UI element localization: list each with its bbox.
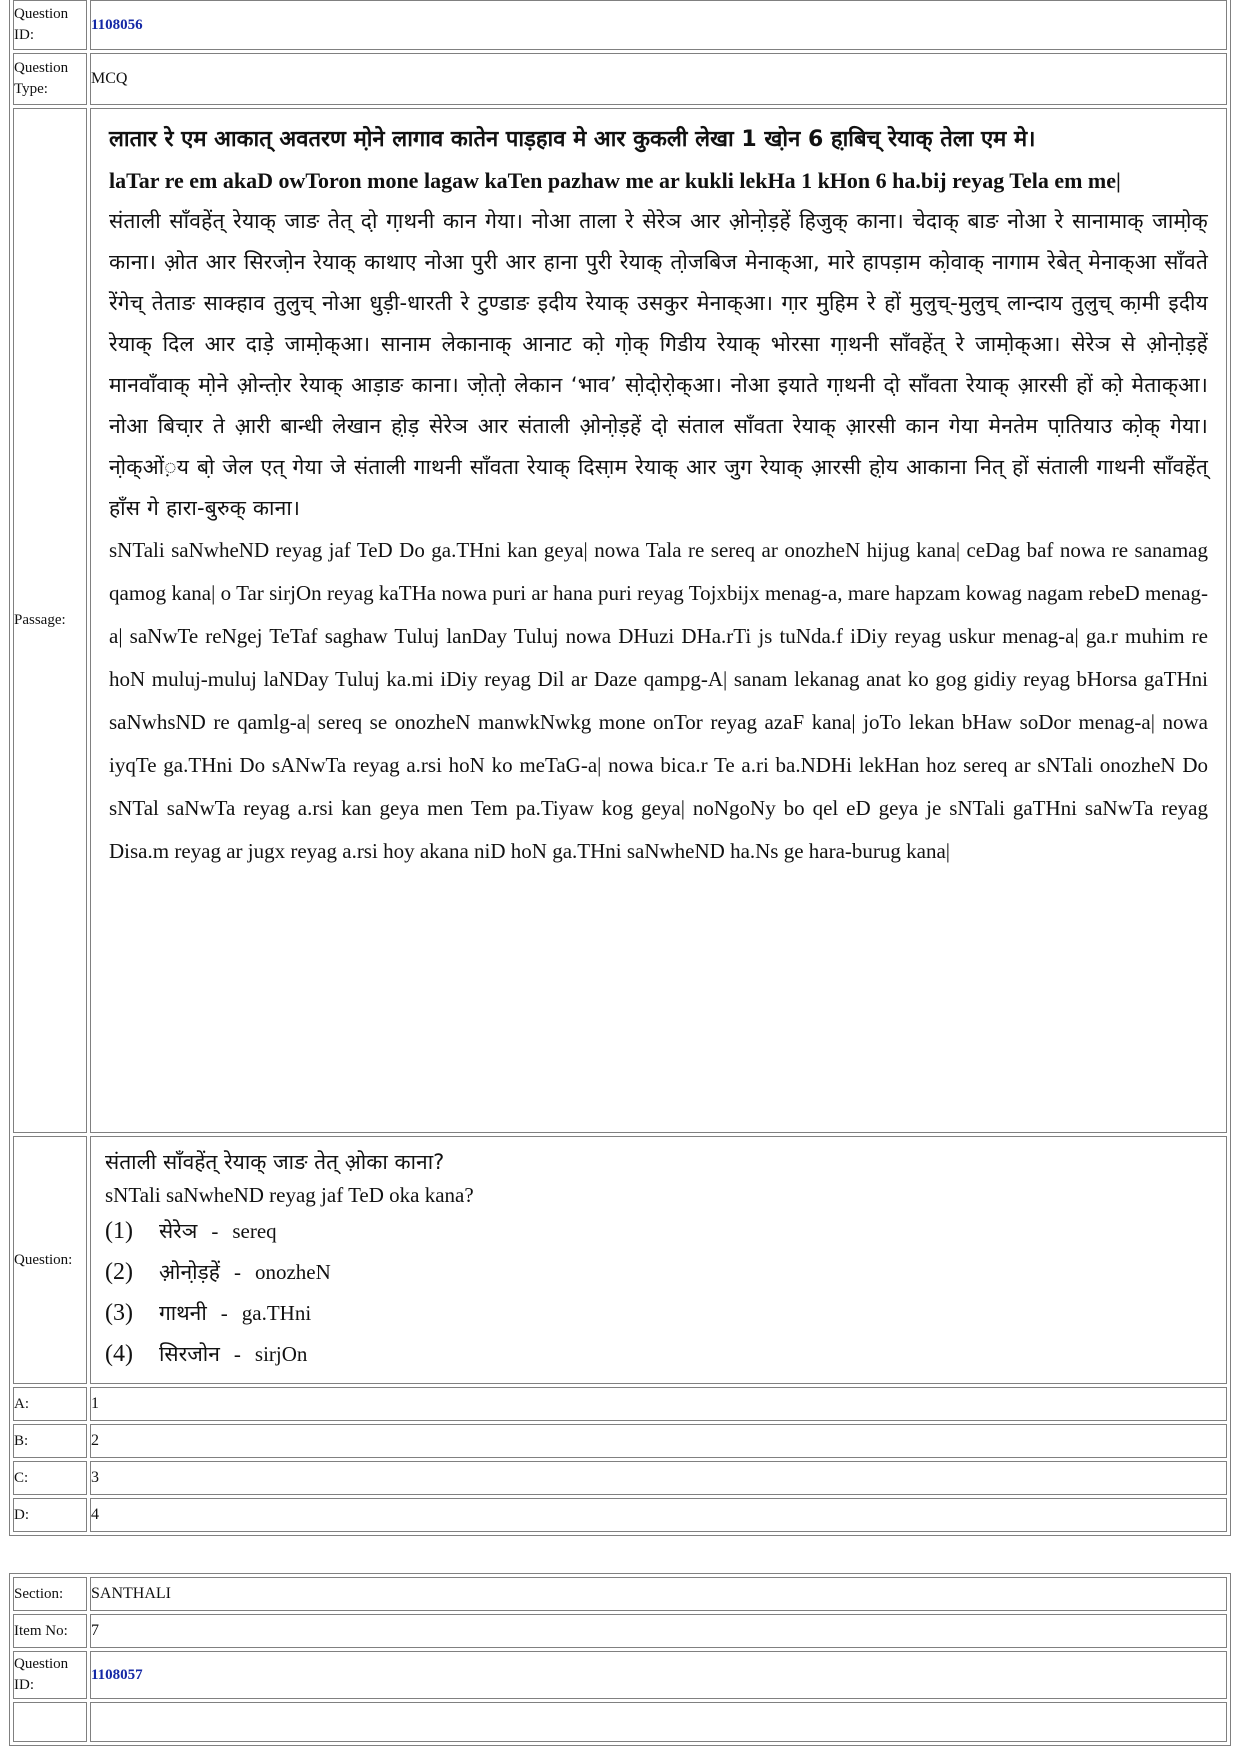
next-row-label-cell: [13, 1702, 87, 1742]
option-3-separator: -: [220, 1301, 228, 1325]
question-row: [13, 1136, 1227, 1384]
question-id-value: 1108056: [91, 17, 143, 33]
passage-row: [13, 108, 1227, 1133]
option-4-roman: sirjOn: [254, 1342, 308, 1366]
answer-a-row: [13, 1387, 1227, 1421]
passage-body-roman: sNTali saNwheND reyag jaf TeD Do ga.THni kan geya| nowa Tala re sereq ar onozheN hijug kana| ceDag baf nowa re sanamag qamog kana| o Tar sirjOn reyag kaTHa nowa puri ar hana puri reyag Tojxbijx menag-a, mare hapzam kowag nagam rebeD menag-a| saNwTe reNgej TeTaf saghaw Tuluj lanDay Tuluj nowa DHuzi DHa.rTi js tuNda.f iDiy reyag uskur menag-a| ga.r muhim re hoN muluj-muluj laNDay Tuluj ka.mi iDiy reyag Dil ar Daze qampg-A| sanam lekanag anat ko gog gidiy reyag bHorsa gaTHni saNwhsND re qamlg-a| sereq se onozheN manwkNwkg mone onTor reyag azaF kana| joTo lekan bHaw soDor menag-a| nowa iyqTe ga.THni Do sANwTa reyag a.rsi hoN ko meTaG-a| nowa bica.r Te a.ri ba.NDHi lekHan hoz sereq ar sNTali onozheN Do sNTal saNwTa reyag a.rsi kan geya men Tem pa.Tiyaw kog geya| noNgoNy bo qel eD geya je sNTali gaTHni saNwTa reyag Disa.m reyag ar jugx reyag a.rsi hoy akana niD hoN ga.THni saNwheND ha.Ns ge hara-burug kana|: [109, 538, 1208, 863]
question-type-label: Question Type:: [13, 53, 87, 105]
option-4-separator: -: [233, 1342, 241, 1366]
answer-c-row: [13, 1461, 1227, 1495]
option-2-devanagari: ओ़नो़ड़हें: [158, 1260, 220, 1284]
option-1: [105, 1211, 1212, 1252]
option-3: [105, 1293, 1212, 1334]
question-text-devanagari: संताली साँवहेंत् रेयाक् जाङ तेत् ओ़का काना?: [105, 1150, 445, 1174]
passage-heading-roman: laTar re em akaD owToron mone lagaw kaTen pazhaw me ar kukli lekHa 1 kHon 6 ha.bij reyag Tela em me|: [109, 168, 1121, 193]
option-1-devanagari: सेरेञ: [158, 1219, 198, 1243]
question-id-label: Question ID:: [13, 0, 87, 50]
next-row-value-cell: [90, 1702, 1227, 1742]
question-block-1108056: [9, 0, 1231, 1536]
option-3-number: (3): [105, 1300, 133, 1326]
item-no-label: Item No:: [13, 1614, 87, 1648]
question-id-label-2: Question ID:: [13, 1651, 87, 1699]
answer-a-label: A:: [13, 1387, 87, 1421]
option-1-number: (1): [105, 1218, 133, 1244]
passage-body-devanagari: संताली साँवहेंत् रेयाक् जाङ तेत् दो़ गा़थनी कान गेया। नोआ ताला रे सेरेञ आर ओ़नो़ड़हें हिजुक् काना। चेदाक् बाङ नोआ रे सानामाक् जामो़क् काना। ओ़त आर सिरजो़न रेयाक् काथाए नोआ पुरी आर हाना पुरी रेयाक् तो़जबिज मेनाक्आ, मारे हापड़ाम को़वाक् नागाम रेबेत् मेनाक्आ साँवते रेंगेच् तेताङ साक्हाव तुलुच् नोआ धुड़ी-धारती रे टुण्डाङ इदीय रेयाक् उसकुर मेनाक्आ। गा़र मुहिम रे हों मुलुच्-मुलुच् लान्दाय तुलुच् का़मी इदीय रेयाक् दिल आर दाड़े जामो़क्आ। सानाम लेकानाक् आनाट को़ गो़क् गिडीय रेयाक् भोरसा गा़थनी साँवहेंत् रे जामो़क्आ। सेरेञ से ओ़नो़ड़हें मानवाँवाक् मो़ने ओ़न्तो़र रेयाक् आड़ाङ काना। जो़तो़ लेकान ‘भाव’ सो़दो़रो़क्आ। नोआ इयाते गा़थनी दो़ साँवता रेयाक् आ़रसी हों को़ मेताक्आ। नोआ बिचा़र ते आ़री बान्धी लेखान हो़ड़ सेरेञ आर संताली ओ़नो़ड़हें दो़ संताल साँवता रेयाक् आ़रसी कान गेया मेनतेम पा़तियाउ को़क् गेया। नो़क्ओं़य बो़ जेल एत् गेया जे संताली गाथनी साँवता रेयाक् दिसा़म रेयाक् आर जुग रेयाक् आ़रसी हो़य आकाना नित् हों संताली गाथनी साँवहेंत् हाँस गे हारा-बुरुक् काना।: [109, 209, 1208, 520]
answer-a-value: 1: [90, 1387, 1227, 1421]
answer-d-value: 4: [90, 1498, 1227, 1532]
option-4-number: (4): [105, 1341, 133, 1367]
passage-content: [90, 108, 1227, 1133]
question-content: [90, 1136, 1227, 1384]
passage-heading-devanagari: लातार रे एम आकात् अवतरण मो़ने लागाव कातेन पाड़हाव मे आर कुकली लेखा 1 खो़न 6 हा़बिच् रेयाक् तेला एम मे।: [109, 127, 1036, 152]
options-list: [105, 1211, 1212, 1375]
option-3-roman: ga.THni: [241, 1301, 312, 1325]
option-2: [105, 1252, 1212, 1293]
question-type-value: MCQ: [90, 53, 1227, 105]
question-label: Question:: [13, 1136, 87, 1384]
answer-b-label: B:: [13, 1424, 87, 1458]
question-id-value-cell-2: [90, 1651, 1227, 1699]
passage-label: Passage:: [13, 108, 87, 1133]
option-2-roman: onozheN: [254, 1260, 331, 1284]
option-4-devanagari: सिरजोन: [158, 1342, 220, 1366]
answer-b-value: 2: [90, 1424, 1227, 1458]
section-row: [13, 1577, 1227, 1611]
item-no-row: [13, 1614, 1227, 1648]
answer-d-row: [13, 1498, 1227, 1532]
question-id-value-cell: [90, 0, 1227, 50]
question-id-value-2: 1108057: [91, 1667, 143, 1683]
option-3-devanagari: गाथनी: [158, 1301, 207, 1325]
option-1-separator: -: [211, 1219, 219, 1243]
question-id-row: [13, 0, 1227, 50]
section-value: SANTHALI: [90, 1577, 1227, 1611]
question-block-1108057: [9, 1573, 1231, 1746]
answer-b-row: [13, 1424, 1227, 1458]
option-2-number: (2): [105, 1259, 133, 1285]
answer-c-label: C:: [13, 1461, 87, 1495]
item-no-value: 7: [90, 1614, 1227, 1648]
option-2-separator: -: [233, 1260, 241, 1284]
option-1-roman: sereq: [232, 1219, 277, 1243]
question-text-roman: sNTali saNwheND reyag jaf TeD oka kana?: [105, 1183, 474, 1207]
answer-c-value: 3: [90, 1461, 1227, 1495]
next-row-partial: [13, 1702, 1227, 1742]
question-id-row-2: [13, 1651, 1227, 1699]
question-type-row: [13, 53, 1227, 105]
answer-d-label: D:: [13, 1498, 87, 1532]
option-4: [105, 1334, 1212, 1375]
section-label: Section:: [13, 1577, 87, 1611]
